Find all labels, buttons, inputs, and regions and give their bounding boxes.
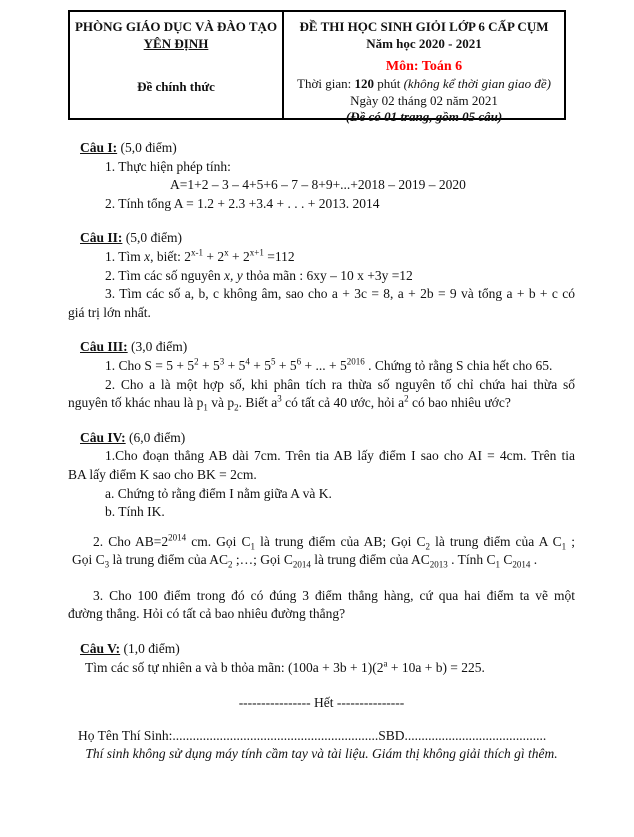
cau4-points: (6,0 điểm)	[125, 429, 186, 445]
section-cau1	[68, 139, 575, 213]
cau4-title: Câu IV:	[80, 429, 126, 445]
section-cau3	[68, 338, 575, 412]
cau3-points: (3,0 điểm)	[127, 339, 188, 355]
cau3-question-2-line1: 2. Cho a là một hợp số, khi phân tích ra thừa số nguyên tố chỉ chứa hai thừa số	[105, 376, 575, 392]
cau2-title: Câu II:	[80, 230, 123, 246]
cau1-question-2: 2. Tính tổng A = 1.2 + 2.3 +3.4 + . . . + 2013. 2014	[105, 195, 380, 211]
cau4-question-1-line2: BA lấy điểm K sao cho BK = 2cm.	[68, 466, 257, 482]
cau1-heading	[68, 139, 575, 158]
cau1-question-1: 1. Thực hiện phép tính:	[105, 158, 231, 174]
cau4-heading	[68, 429, 575, 448]
cau3-question-2-line2: nguyên tố khác nhau là $p_1$ và $p_2$. Biết $a^3$ có tất cả 40 ước, hỏi $a^2$ có bao nhiêu ước?	[68, 393, 511, 413]
cau5-points: (1,0 điểm)	[120, 641, 180, 657]
cau2-heading	[68, 229, 575, 248]
cau4-question-3-line1: 3. Cho 100 điểm trong đó có đúng 3 điểm thẳng hàng, cứ qua hai điểm ta vẽ một	[93, 587, 575, 603]
cau1-title: Câu I:	[80, 140, 118, 155]
school-year: Năm học 2020 - 2021	[366, 36, 482, 51]
cau2-question-3-line1: 3. Tìm các số a, b, c không âm, sao cho a + 3c = 8, a + 2b = 9 và tổng a + b + c có	[105, 286, 575, 302]
cau4-question-3-line2: đường thẳng. Hỏi có tất cả bao nhiêu đường thẳng?	[68, 606, 346, 622]
cau4-question-2-line1: 2. Cho $AB=2^{2014}$ cm. Gọi $C_1$ là trung điểm của AB; Gọi $C_2$ là trung điểm của A $C_1$ ;	[93, 532, 575, 552]
cau4-question-1a: a. Chứng tỏ rằng điểm I nằm giữa A và K.	[105, 485, 332, 501]
time-note: (không kể thời gian giao đề)	[403, 76, 551, 91]
exam-header-table	[68, 10, 566, 124]
org-name: PHÒNG GIÁO DỤC VÀ ĐÀO TẠO	[74, 19, 278, 34]
cau4-question-1b: b. Tính IK.	[105, 504, 165, 520]
cau1-equation: A=1+2 – 3 – 4+5+6 – 7 – 8+9+...+2018 – 2019 – 2020	[170, 177, 466, 193]
header-right-cell	[284, 12, 564, 124]
subject-line: Môn: Toán 6	[385, 59, 463, 74]
cau5-title: Câu V:	[80, 641, 121, 657]
time-unit: phút	[373, 76, 404, 91]
exam-title: ĐỀ THI HỌC SINH GIỎI LỚP 6 CẤP CỤM	[299, 19, 549, 34]
cau1-points: (5,0 điểm)	[117, 140, 177, 155]
cau4-question-1-line1: 1.Cho đoạn thẳng AB dài 7cm. Trên tia AB lấy điểm I sao cho AI = 4cm. Trên tia	[105, 448, 575, 464]
page-note: (Đề có 01 trang, gồm 05 câu)	[345, 109, 503, 124]
exam-date: Ngày 02 tháng 02 năm 2021	[350, 93, 498, 108]
end-marker: ---------------- Hết ---------------	[238, 695, 405, 711]
cau4-question-2-line2: Gọi $C_3$ là trung điểm của $AC_2$ ;…; Gọi $C_{2014}$ là trung điểm của $AC_{2013}$ . Tính $C_1$ $C_{2014}$ .	[72, 552, 538, 570]
exam-body	[68, 139, 575, 764]
exam-rules-note: Thí sinh không sử dụng máy tính cầm tay và tài liệu. Giám thị không giải thích gì thêm.	[85, 746, 558, 762]
cau2-question-1: 1. Tìm x, biết: $2^{x-1} + 2^x + 2^{x+1} =112$	[105, 247, 295, 264]
cau5-heading	[68, 640, 575, 659]
time-line	[284, 75, 564, 92]
org-place: YÊN ĐỊNH	[143, 36, 209, 51]
time-value: 120	[354, 76, 374, 91]
cau3-heading	[68, 338, 575, 357]
section-cau5	[68, 640, 575, 677]
cau3-question-1: 1. Cho $S = 5 + 5^2 + 5^3 + 5^4 + 5^5 + 5^6$ + ... + $5^{2016}$ . Chứng tỏ rằng S chia hết cho 65.	[105, 356, 553, 373]
section-cau4	[68, 429, 575, 624]
cau2-question-2: 2. Tìm các số nguyên x, y thỏa mãn : 6xy – 10 x +3y =12	[105, 267, 413, 283]
cau5-question-1: Tìm các số tự nhiên a và b thỏa mãn: $(100a + 3b + 1)(2^a + 10a + b) = 225$.	[85, 658, 485, 675]
cau2-question-3-line2: giá trị lớn nhất.	[68, 304, 151, 320]
exam-type-label: Đề chính thức	[137, 79, 215, 94]
header-left-cell	[70, 12, 284, 118]
section-cau2	[68, 229, 575, 322]
time-label: Thời gian:	[297, 76, 355, 91]
cau3-title: Câu III:	[80, 339, 128, 355]
candidate-name-line: Họ Tên Thí Sinh:.............................................................SBD..........................................	[78, 727, 547, 743]
cau2-points: (5,0 điểm)	[122, 230, 183, 246]
